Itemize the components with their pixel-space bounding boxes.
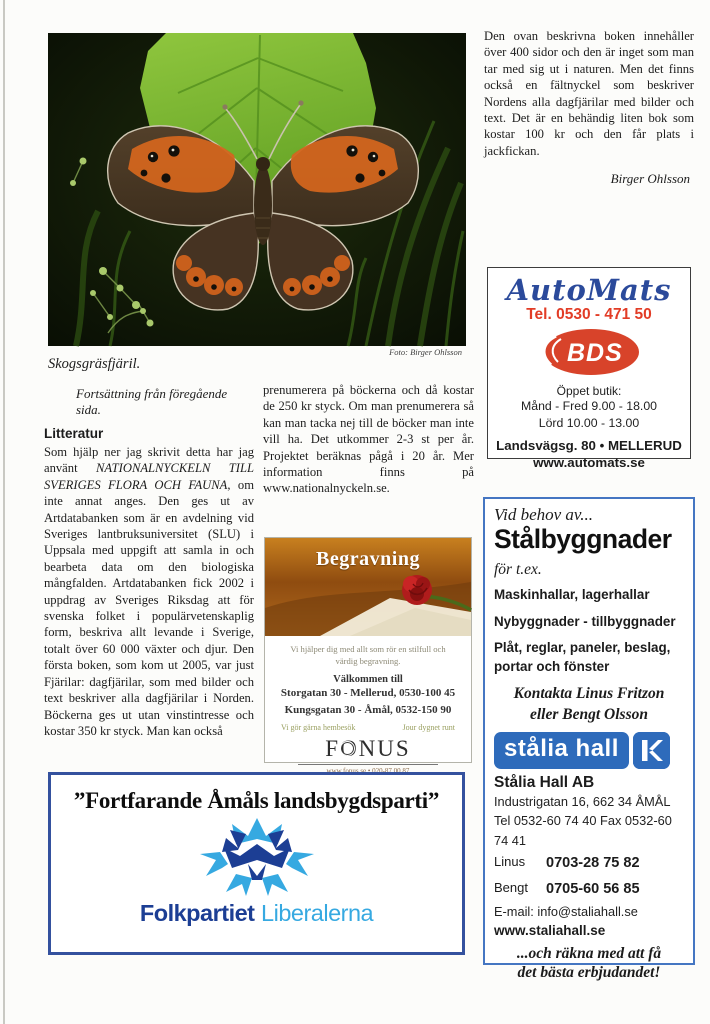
fonus-note-home-visits: Vi gör gärna hembesök [281,723,356,733]
stalia-tagline-line1: ...och räkna med att få [516,944,662,962]
stalia-hall-ad [483,497,695,982]
folkpartiet-brand-primary: Folkpartiet [139,900,255,926]
stalia-contact-phone: 0705-60 56 85 [546,880,640,897]
stalia-tagline [494,944,684,983]
stalia-item-materials: Plåt, reglar, paneler, beslag, portar och fönster [494,640,671,675]
automats-hours-weekdays: Månd - Fred 9.00 - 18.00 [520,399,658,414]
section-heading: Litteratur [44,426,104,441]
fonus-header-title: Begravning [316,548,420,570]
stalia-logo-mark-icon [633,732,670,769]
fonus-logo [325,736,410,762]
cornflower-logo-icon [192,816,322,898]
stalia-contact-bengt [494,877,684,902]
fonus-header-image [265,538,471,636]
article-right-column [484,28,694,187]
svg-text:BDS: BDS [567,339,623,368]
stalia-contact-line1: Kontakta Linus Fritzon [513,684,665,702]
photo-caption: Skogsgräsfjäril. [48,356,141,372]
left-column-paragraph [44,444,254,739]
book-title: NATIONALNYCKELN TILL SVERIGES FLORA OCH FAUNA [44,461,255,492]
stalia-contact-linus [494,851,684,876]
fonus-address-amal: Kungsgatan 30 - Åmål, 0532-150 90 [284,703,452,716]
author-byline: Birger Ohlsson [610,171,690,187]
fonus-address-mellerud: Storgatan 30 - Mellerud, 0530-100 45 [280,687,456,700]
stalia-headline: Stålbyggnader [494,524,672,554]
article-middle-column [263,382,474,497]
fonus-intro-text: Vi hjälper dig med allt som rör en stilfull och värdig begravning. [290,644,446,667]
folkpartiet-brand [51,900,462,927]
butterfly-photo [48,33,466,346]
stalia-tagline-line2: det bästa erbjudandet! [517,964,661,982]
automats-website: www.automats.se [533,454,645,470]
photo-credit: Foto: Birger Ohlsson [389,347,462,357]
stalia-intro: Vid behov av... [494,505,593,524]
stalia-contact-line2: eller Bengt Olsson [530,706,648,724]
automats-open-label: Öppet butik: [556,384,622,399]
stalia-website: www.staliahall.se [494,922,606,938]
stalia-contact-name: Linus [494,854,526,870]
paragraph-start: Som hjälp ner jag skrivit detta har jag använt [44,445,254,476]
stalia-address: Industrigatan 16, 662 34 ÅMÅL [494,793,671,809]
folkpartiet-brand-secondary: Liberalerna [261,900,374,926]
article-left-column [44,386,254,739]
right-column-paragraph: Den ovan beskrivna boken innehåller över 400 sidor och den är inget som man tar med sig ut i naturen. Men det finns också en fältnyckel som beskriver Nordens alla dagfjärilar med bilder och text. Det är en behändig liten bok som kostar 100 kr och den får plats i jackfickan. [484,29,694,158]
bds-logo-icon [537,327,641,377]
automats-hours-saturday: Lörd 10.00 - 13.00 [538,416,640,431]
stalia-contact-phone: 0703-28 75 82 [546,855,640,872]
fonus-note-on-call: Jour dygnet runt [402,723,455,733]
stalia-phone-fax: Tel 0532-60 74 40 Fax 0532-60 74 41 [494,813,672,849]
butterfly-photo-graphic [48,33,466,346]
stalia-company-name: Stålia Hall AB [494,773,595,791]
stalia-item-buildings: Nybyggnader - tillbyggnader [494,613,676,629]
stalia-item-halls: Maskinhallar, lagerhallar [494,587,650,603]
fonus-logo-text: FONUS [325,736,411,762]
continuation-note: Fortsättning från föregående sida. [76,386,228,417]
automats-ad [487,267,691,470]
fonus-welcome-label: Välkommen till [333,674,403,686]
stalia-logo-row [494,732,684,769]
fonus-service-notes [265,723,471,732]
folkpartiet-headline: ”Fortfarande Åmåls landsbygdsparti” [73,788,440,813]
automats-address: Landsvägsg. 80 • MELLERUD [496,437,682,453]
stalia-for-example: för t.ex. [494,561,542,579]
scan-edge-line [3,0,5,1024]
folkpartiet-ad [48,772,465,955]
automats-phone: Tel. 0530 - 471 50 [526,306,652,324]
fonus-ad [264,537,472,763]
stalia-email: E-mail: info@staliahall.se [494,903,638,919]
stalia-logo: stålia hall [494,732,629,769]
middle-column-paragraph: prenumerera på böckerna och då kostar de 250 kr styck. Om man prenumerera så kan man tacka nej till de böcker man inte vill ha. Det utkommer 2-3 st per år. Projektet beräknas pågå i 20 år. Mer information finns på www.nationalnyckeln.se. [263,383,474,496]
stalia-contact-name: Bengt [494,879,528,895]
paragraph-rest: , om inte annat anges. Den ges ut av Artdatabanken som är en avdelning vid Sveriges lantbruksuniversitet (SLU) i Uppsala med uppgift att samla in och bearbeta data om den biologiska mångfalden. Artdatabanken fick 2002 i uppdrag av Sveriges Riksdag att för svenska folket i populärvetenskaplig form, beskriva allt levande i Sverige, totalt över 60 000 växter och djur. Den första boken, som kom ut 2005, var just Fjärilar: dagfjärilar, som med bilder och text beskriver alla dagfjärilar i Norden. Böckerna ges ut utan vinstintresse och kostar 350 kr styck. Man kan också [44,477,255,738]
automats-logo: AutoMats [506,273,672,307]
